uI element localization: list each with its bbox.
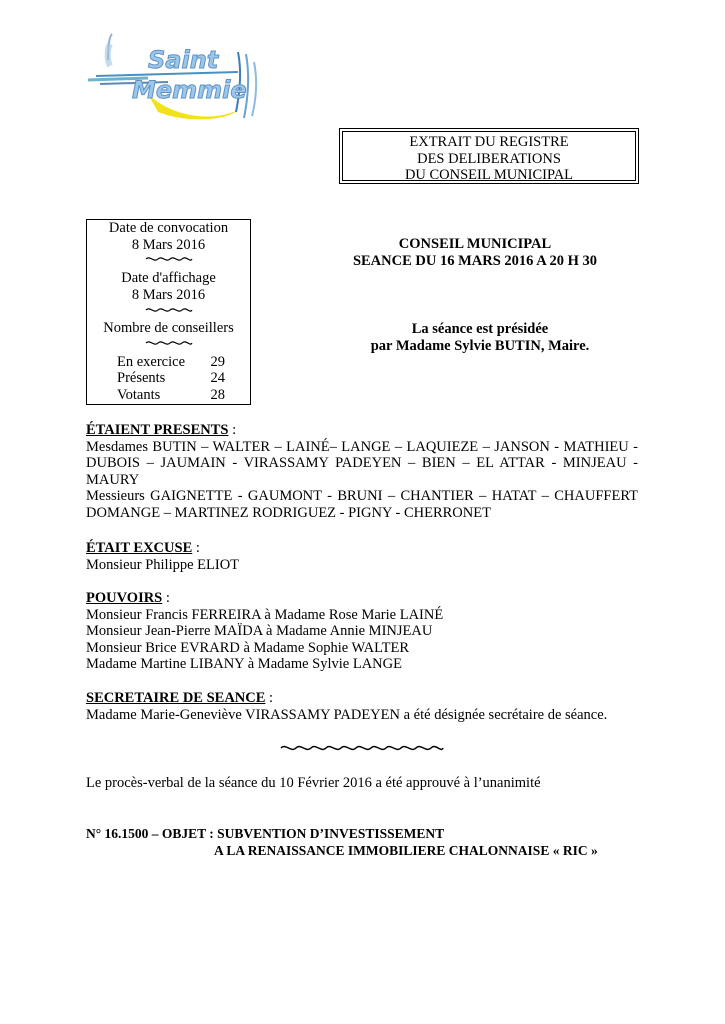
excuse-colon: : (192, 540, 200, 556)
presidence-line-1: La séance est présidée (411, 321, 549, 337)
registre-box (339, 128, 639, 184)
stat-presents (87, 370, 250, 387)
presents-value: 24 (210, 370, 225, 387)
conseil-line-1: CONSEIL MUNICIPAL (398, 236, 552, 252)
excuse-name: Monsieur Philippe ELIOT (86, 556, 240, 573)
logo-graphic (88, 32, 268, 128)
ornament-1 (87, 253, 250, 270)
ornament-2 (87, 304, 250, 321)
excuse-section (86, 540, 638, 573)
pouvoirs-section (86, 590, 638, 673)
conseil-line-2: SEANCE DU 16 MARS 2016 A 20 H 30 (352, 253, 598, 269)
date-affichage-label: Date d'affichage (121, 270, 216, 287)
votants-label: Votants (117, 387, 161, 404)
excuse-heading: ÉTAIT EXCUSE (86, 540, 193, 556)
presents-messieurs: Messieurs GAIGNETTE - GAUMONT - BRUNI – CHANTIER – HATAT – CHAUFFERT DOMANGE – MARTINEZ RODRIGUEZ - PIGNY - CHERRONET (86, 488, 638, 521)
secretaire-section (86, 690, 638, 723)
pouvoir-item: Monsieur Jean-Pierre MAÏDA à Madame Annie MINJEAU (86, 623, 433, 640)
pouvoir-item: Monsieur Francis FERREIRA à Madame Rose Marie LAINÉ (86, 606, 444, 623)
registre-line-1: EXTRAIT DU REGISTRE (409, 134, 569, 150)
registre-line-3: DU CONSEIL MUNICIPAL (404, 167, 574, 183)
stat-votants (87, 387, 250, 404)
objet-title (86, 825, 638, 859)
presents-section (86, 422, 638, 522)
pouvoir-item: Monsieur Brice EVRARD à Madame Sophie WALTER (86, 639, 409, 656)
objet-line-2: A LA RENAISSANCE IMMOBILIERE CHALONNAISE « RIC » (214, 843, 598, 858)
presidence-line-2: par Madame Sylvie BUTIN, Maire. (370, 338, 590, 354)
convocation-box (86, 219, 251, 405)
presents-label: Présents (117, 370, 166, 387)
registre-line-2: DES DELIBERATIONS (417, 150, 561, 167)
votants-value: 28 (210, 387, 225, 404)
ornament-divider (86, 742, 638, 758)
presents-heading: ÉTAIENT PRESENTS (86, 422, 229, 438)
secretaire-colon: : (265, 690, 274, 706)
proces-verbal: Le procès-verbal de la séance du 10 Février 2016 a été approuvé à l’unanimité (86, 775, 541, 791)
secretaire-text: Madame Marie-Geneviève VIRASSAMY PADEYEN a été désignée secrétaire de séance. (86, 706, 608, 723)
presidence (335, 321, 625, 355)
logo-text-memmie: Memmie (132, 76, 247, 104)
objet-line-1: N° 16.1500 – OBJET : SUBVENTION D’INVESTISSEMENT (86, 826, 445, 841)
nombre-conseillers-label: Nombre de conseillers (103, 320, 234, 337)
logo-text-saint: Saint (148, 46, 219, 74)
date-affichage-value: 8 Mars 2016 (131, 286, 206, 303)
pouvoirs-heading: POUVOIRS (86, 590, 163, 606)
secretaire-heading: SECRETAIRE DE SEANCE (86, 690, 266, 706)
ornament-3 (87, 337, 250, 354)
pouvoirs-colon: : (162, 590, 170, 606)
presents-mesdames: Mesdames BUTIN – WALTER – LAINÉ– LANGE – LAQUIEZE – JANSON - MATHIEU - DUBOIS – JAUMAIN - VIRASSAMY PADEYEN – BIEN – EL ATTAR - MINJEAU - MAURY (86, 438, 638, 488)
saint-memmie-logo (88, 32, 268, 128)
exercice-value: 29 (210, 353, 225, 370)
date-convocation-label: Date de convocation (108, 220, 229, 236)
presents-colon: : (228, 422, 237, 438)
pouvoir-item: Madame Martine LIBANY à Madame Sylvie LANGE (86, 656, 402, 673)
exercice-label: En exercice (117, 353, 186, 370)
conseil-title (335, 236, 615, 270)
date-convocation-value: 8 Mars 2016 (131, 236, 206, 253)
stat-exercice (87, 354, 250, 371)
